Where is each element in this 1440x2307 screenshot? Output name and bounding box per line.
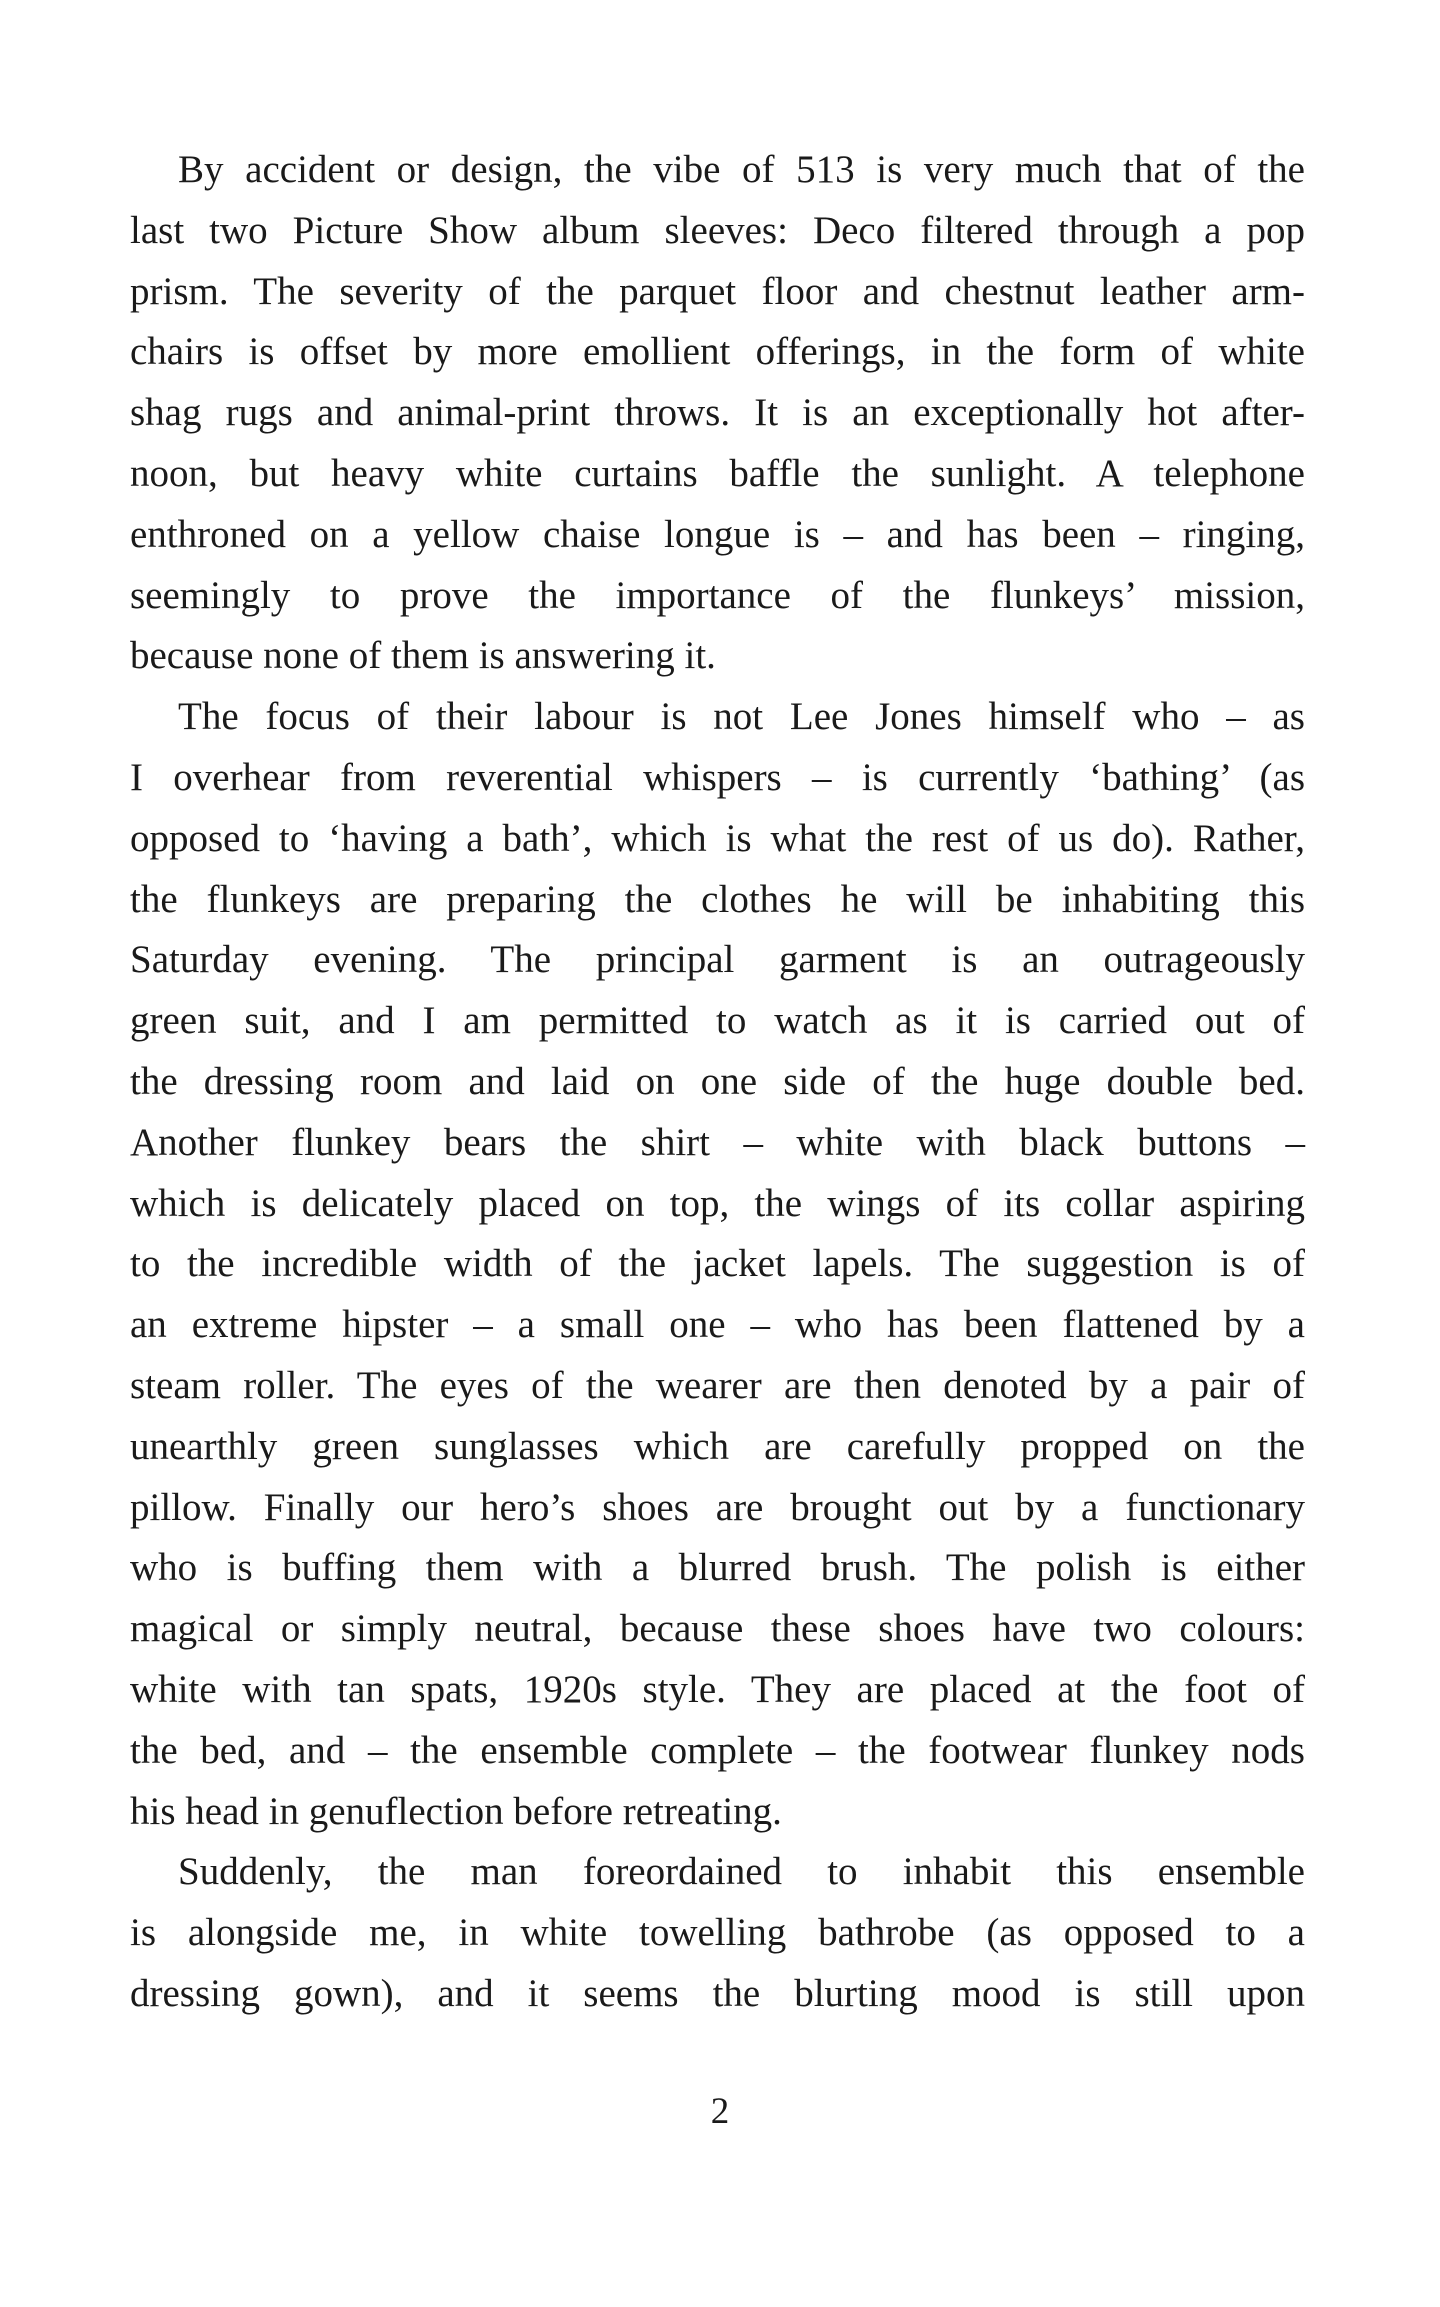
text-line: prism. The severity of the parquet floor and chestnut leather arm- (130, 269, 1305, 313)
text-line: pillow. Finally our hero’s shoes are brought out by a functionary (130, 1485, 1305, 1529)
text-line: shag rugs and animal-print throws. It is an exceptionally hot after- (130, 391, 1305, 435)
text-line: who is buffing them with a blurred brush. The polish is either (130, 1546, 1305, 1590)
page-number: 2 (710, 2091, 730, 2132)
text-line: because none of them is answering it. (130, 634, 716, 678)
text-line: The focus of their labour is not Lee Jones himself who – as (178, 695, 1305, 739)
text-line: opposed to ‘having a bath’, which is what the rest of us do). Rather, (130, 816, 1305, 860)
text-line: white with tan spats, 1920s style. They are placed at the foot of (130, 1667, 1305, 1711)
text-line: chairs is offset by more emollient offerings, in the form of white (130, 330, 1305, 374)
text-line: enthroned on a yellow chaise longue is – and has been – ringing, (130, 512, 1305, 556)
text-line: the bed, and – the ensemble complete – the footwear flunkey nods (130, 1728, 1305, 1772)
text-line: the flunkeys are preparing the clothes he will be inhabiting this (130, 877, 1305, 921)
text-line: dressing gown), and it seems the blurting mood is still upon (130, 1971, 1305, 2015)
text-line: Saturday evening. The principal garment is an outrageously (130, 938, 1305, 982)
text-line: green suit, and I am permitted to watch as it is carried out of (130, 999, 1305, 1043)
text-line: to the incredible width of the jacket lapels. The suggestion is of (130, 1242, 1305, 1286)
text-line: seemingly to prove the importance of the flunkeys’ mission, (130, 573, 1305, 617)
text-line: noon, but heavy white curtains baffle the sunlight. A telephone (130, 451, 1305, 495)
text-line: By accident or design, the vibe of 513 is very much that of the (178, 148, 1305, 191)
text-line: I overhear from reverential whispers – is currently ‘bathing’ (as (130, 755, 1305, 799)
body-text (130, 140, 1305, 2025)
text-line: his head in genuflection before retreating. (130, 1789, 782, 1833)
text-line: an extreme hipster – a small one – who has been flattened by a (130, 1303, 1305, 1347)
text-line: Another flunkey bears the shirt – white with black buttons – (130, 1120, 1305, 1164)
text-line: the dressing room and laid on one side of the huge double bed. (130, 1059, 1305, 1103)
text-line: is alongside me, in white towelling bathrobe (as opposed to a (130, 1911, 1305, 1955)
text-line: steam roller. The eyes of the wearer are then denoted by a pair of (130, 1363, 1305, 1407)
text-line: unearthly green sunglasses which are carefully propped on the (130, 1424, 1305, 1468)
text-line: which is delicately placed on top, the wings of its collar aspiring (130, 1181, 1305, 1225)
text-line: last two Picture Show album sleeves: Deco filtered through a pop (130, 208, 1305, 252)
text-line: magical or simply neutral, because these shoes have two colours: (130, 1607, 1305, 1651)
text-line: Suddenly, the man foreordained to inhabit this ensemble (178, 1850, 1305, 1894)
